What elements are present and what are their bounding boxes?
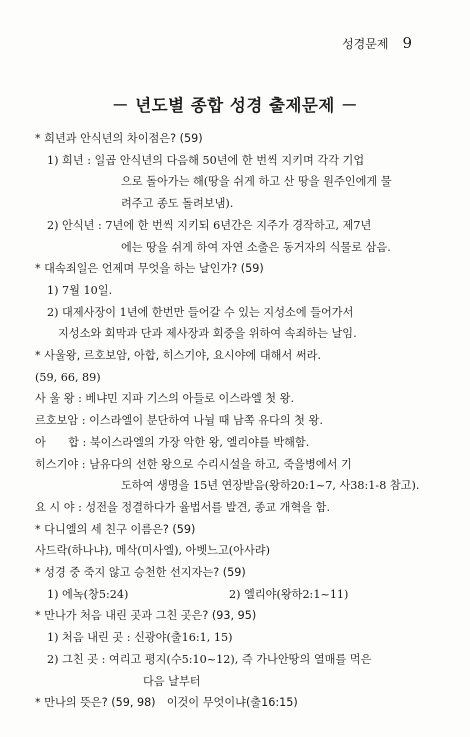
question-line: * 만나가 처음 내린 곳과 그친 곳은? (93, 95) <box>35 609 257 623</box>
answer-continuation: 다음 날부터 <box>143 674 201 688</box>
answer-line: 사 울 왕 : 베냐민 지파 기스의 아들로 이스라엘 첫 왕. <box>35 392 295 406</box>
question-list <box>35 128 435 714</box>
answer-line: 1) 7월 10일. <box>47 283 113 297</box>
answer-line: 히스기야 : 남유다의 선한 왕으로 수리시설을 하고, 죽을병에서 기 <box>35 457 352 471</box>
answer-line: 2) 그친 곳 : 여리고 평지(수5:10~12), 즉 가나안땅의 열매를 먹은 <box>47 652 372 666</box>
page-header <box>342 34 412 52</box>
answer-continuation: 려주고 종도 돌려보냄). <box>121 197 234 211</box>
question-refs: (59, 66, 89) <box>35 370 101 384</box>
answer-line: 요 시 야 : 성전을 정결하다가 율법서를 발견, 종교 개혁을 함. <box>35 500 331 514</box>
question-line: * 다니엘의 세 친구 이름은? (59) <box>35 522 196 536</box>
answer-line: 2) 안식년 : 7년에 한 번씩 지키되 6년간은 지주가 경작하고, 제7년 <box>47 218 372 232</box>
answer-line: 사드락(하나냐), 메삭(미사엘), 아벳느고(아사랴) <box>35 544 270 558</box>
page-number: 9 <box>402 34 412 52</box>
answer-line: 2) 대제사장이 1년에 한번만 들어갈 수 있는 지성소에 들어가서 <box>47 305 354 319</box>
answer-continuation: 도하여 생명을 15년 연장받음(왕하20:1~7, 사38:1-8 참고). <box>121 479 420 493</box>
question-line: * 성경 중 죽지 않고 승천한 선지자는? (59) <box>35 566 246 580</box>
answer-continuation: 에는 땅을 쉬게 하여 자연 소출은 동거자의 식물로 삼음. <box>121 240 391 254</box>
answer-line: 르호보암 : 이스라엘이 분단하여 나뉠 때 남쪽 유다의 첫 왕. <box>35 414 323 428</box>
answer-line: 1) 처음 내린 곳 : 신광야(출16:1, 15) <box>47 631 233 645</box>
answer-continuation: 으로 돌아가는 해(땅을 쉬게 하고 산 땅을 원주인에게 물 <box>121 175 392 189</box>
answer-line: 1) 에녹(창5:24) 2) 엘리야(왕하2:1~11) <box>47 587 349 601</box>
question-line: * 사울왕, 르호보암, 아합, 히스기야, 요시야에 대해서 써라. <box>35 349 322 363</box>
section-label: 성경문제 <box>342 37 389 51</box>
question-line: * 희년과 안식년의 차이점은? (59) <box>35 132 203 145</box>
answer-line: 아 합 : 북이스라엘의 가장 악한 왕, 엘리야를 박해함. <box>35 435 310 449</box>
answer-line: 1) 희년 : 일곱 안식년의 다음해 50년에 한 번씩 지키며 각각 기업 <box>47 153 365 167</box>
question-line: * 대속죄일은 언제며 무엇을 하는 날인가? (59) <box>35 262 264 276</box>
page-title: － 년도별 종합 성경 출제문제 － <box>111 96 359 115</box>
answer-continuation: 지성소와 회막과 단과 제사장과 회중을 위하여 속죄하는 날임. <box>58 327 357 341</box>
question-line: * 만나의 뜻은? (59, 98) 이것이 무엇이냐(출16:15) <box>35 696 298 710</box>
